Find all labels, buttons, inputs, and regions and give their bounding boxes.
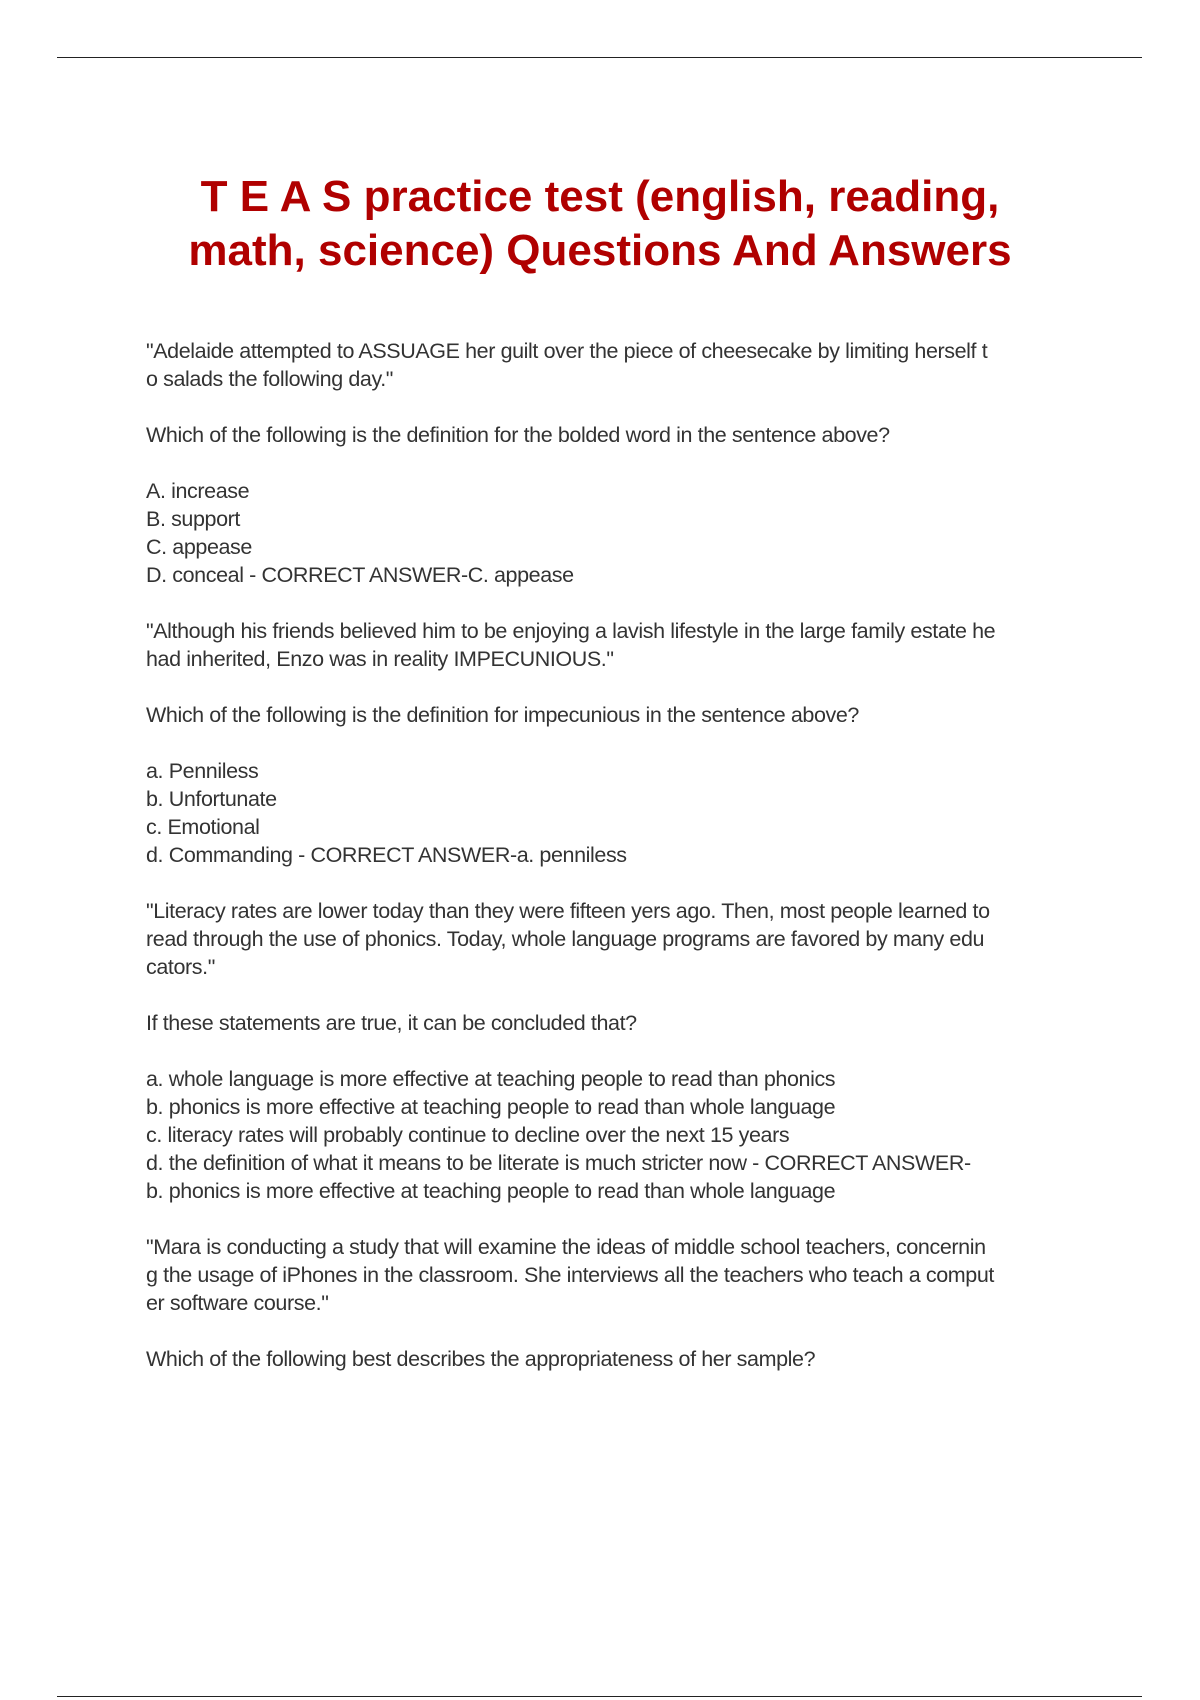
answer-option: a. Penniless bbox=[146, 759, 259, 783]
document-title bbox=[100, 170, 1100, 278]
passage-line: cators." bbox=[146, 955, 215, 979]
question-3-prompt bbox=[146, 1009, 1086, 1037]
passage-line: o salads the following day." bbox=[146, 367, 394, 391]
passage-line: "Adelaide attempted to ASSUAGE her guilt over the piece of cheesecake by limiting herself t bbox=[146, 339, 988, 363]
answer-option: D. conceal - CORRECT ANSWER-C. appease bbox=[146, 563, 574, 587]
question-4-prompt bbox=[146, 1345, 1086, 1373]
bottom-rule bbox=[57, 1696, 1142, 1697]
answer-option: d. the definition of what it means to be literate is much stricter now - CORRECT ANSWER- bbox=[146, 1151, 971, 1175]
question-2-passage bbox=[146, 617, 1086, 673]
answer-option: B. support bbox=[146, 507, 240, 531]
answer-option: A. increase bbox=[146, 479, 250, 503]
answer-option: b. phonics is more effective at teaching people to read than whole language bbox=[146, 1179, 836, 1203]
question-1-options bbox=[146, 477, 1086, 589]
question-3-passage bbox=[146, 897, 1086, 981]
passage-line: "Mara is conducting a study that will examine the ideas of middle school teachers, concernin bbox=[146, 1235, 986, 1259]
passage-line: read through the use of phonics. Today, whole language programs are favored by many edu bbox=[146, 927, 985, 951]
answer-option: a. whole language is more effective at teaching people to read than phonics bbox=[146, 1067, 836, 1091]
question-3-options bbox=[146, 1065, 1086, 1205]
question-2-options bbox=[146, 757, 1086, 869]
passage-line: "Although his friends believed him to be enjoying a lavish lifestyle in the large family estate he bbox=[146, 619, 996, 643]
top-rule bbox=[57, 57, 1142, 58]
passage-line: g the usage of iPhones in the classroom. She interviews all the teachers who teach a comput bbox=[146, 1263, 994, 1287]
answer-option: b. Unfortunate bbox=[146, 787, 277, 811]
answer-option: c. Emotional bbox=[146, 815, 260, 839]
prompt-text: Which of the following is the definition for the bolded word in the sentence above? bbox=[146, 423, 890, 447]
passage-line: "Literacy rates are lower today than they were fifteen yers ago. Then, most people learned to bbox=[146, 899, 990, 923]
question-2-prompt bbox=[146, 701, 1086, 729]
title-line-2: math, science) Questions And Answers bbox=[188, 226, 1012, 275]
prompt-text: If these statements are true, it can be concluded that? bbox=[146, 1011, 637, 1035]
question-1-passage bbox=[146, 337, 1086, 393]
answer-option: c. literacy rates will probably continue to decline over the next 15 years bbox=[146, 1123, 790, 1147]
answer-option: C. appease bbox=[146, 535, 252, 559]
answer-option: b. phonics is more effective at teaching people to read than whole language bbox=[146, 1095, 836, 1119]
question-4-passage bbox=[146, 1233, 1086, 1317]
passage-line: had inherited, Enzo was in reality IMPECUNIOUS." bbox=[146, 647, 614, 671]
question-1-prompt bbox=[146, 421, 1086, 449]
prompt-text: Which of the following best describes the appropriateness of her sample? bbox=[146, 1347, 816, 1371]
title-line-1: T E A S practice test (english, reading, bbox=[200, 172, 1000, 221]
document-body bbox=[146, 337, 1086, 1401]
passage-line: er software course." bbox=[146, 1291, 329, 1315]
prompt-text: Which of the following is the definition for impecunious in the sentence above? bbox=[146, 703, 859, 727]
answer-option: d. Commanding - CORRECT ANSWER-a. penniless bbox=[146, 843, 627, 867]
